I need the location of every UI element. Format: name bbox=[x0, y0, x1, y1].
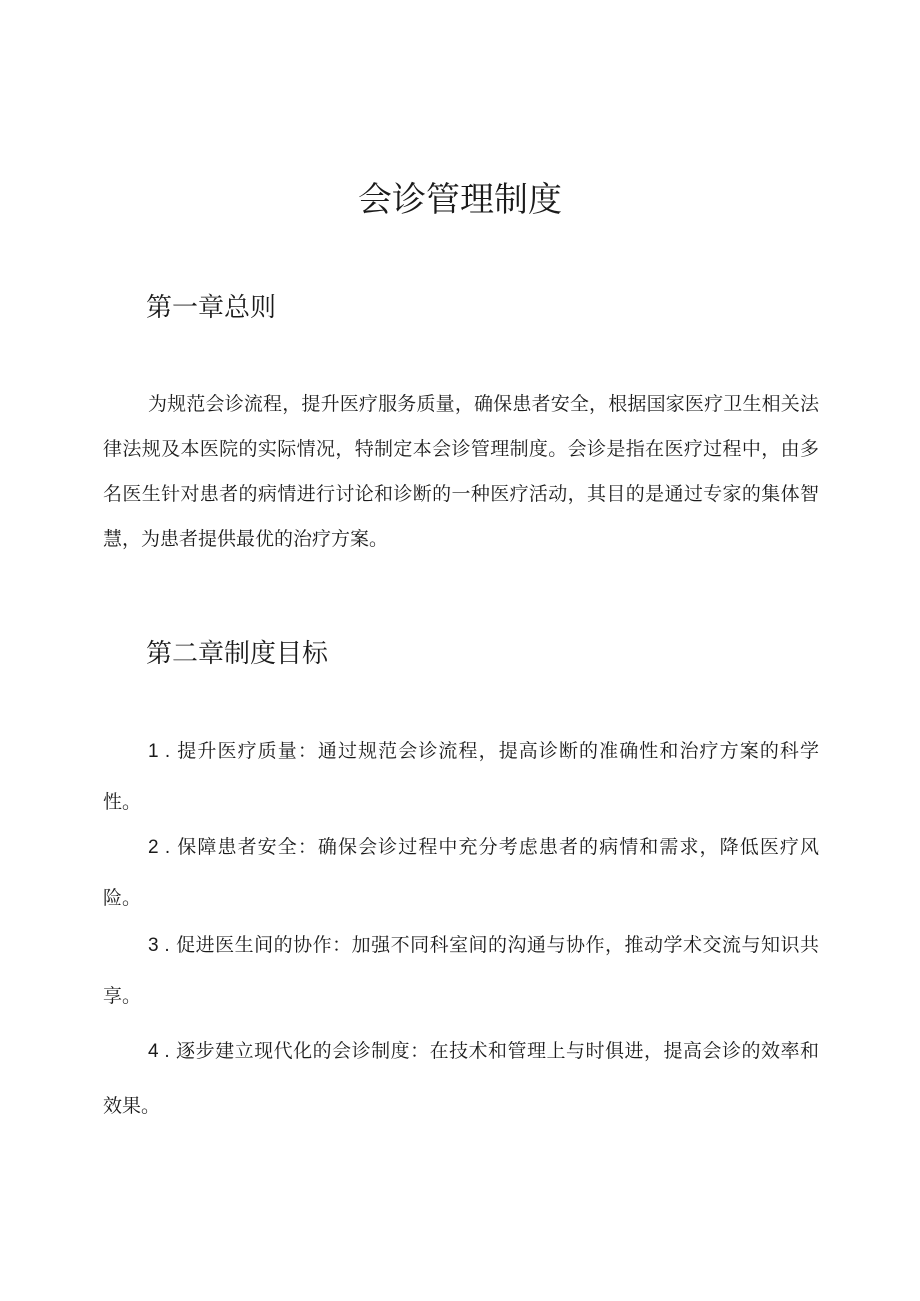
goal-number: 4 . bbox=[148, 1041, 170, 1062]
goal-number: 2 . bbox=[148, 837, 171, 858]
goal-list-item bbox=[103, 726, 819, 827]
goal-text: 促进医生间的协作：加强不同科室间的沟通与协作，推动学术交流与知识共享。 bbox=[103, 934, 819, 1007]
goal-list-item bbox=[103, 920, 819, 1021]
chapter-2-heading: 第二章制度目标 bbox=[146, 639, 329, 669]
goal-text: 保障患者安全：确保会诊过程中充分考虑患者的病情和需求，降低医疗风险。 bbox=[103, 836, 819, 909]
goal-number: 3 . bbox=[148, 935, 170, 956]
chapter-1-heading: 第一章总则 bbox=[146, 293, 277, 323]
goal-text: 提升医疗质量：通过规范会诊流程，提高诊断的准确性和治疗方案的科学性。 bbox=[103, 740, 819, 813]
goal-number: 1 . bbox=[148, 741, 171, 762]
goal-text: 逐步建立现代化的会诊制度：在技术和管理上与时俱进，提高会诊的效率和效果。 bbox=[103, 1040, 819, 1117]
chapter-1-paragraph: 为规范会诊流程，提升医疗服务质量，确保患者安全，根据国家医疗卫生相关法律法规及本医院的实际情况，特制定本会诊管理制度。会诊是指在医疗过程中，由多名医生针对患者的病情进行讨论和诊断的一种医疗活动，其目的是通过专家的集体智慧，为患者提供最优的治疗方案。 bbox=[103, 393, 819, 550]
document-title: 会诊管理制度 bbox=[358, 180, 562, 220]
goal-list-item bbox=[103, 1024, 819, 1133]
goal-list-item bbox=[103, 822, 819, 923]
